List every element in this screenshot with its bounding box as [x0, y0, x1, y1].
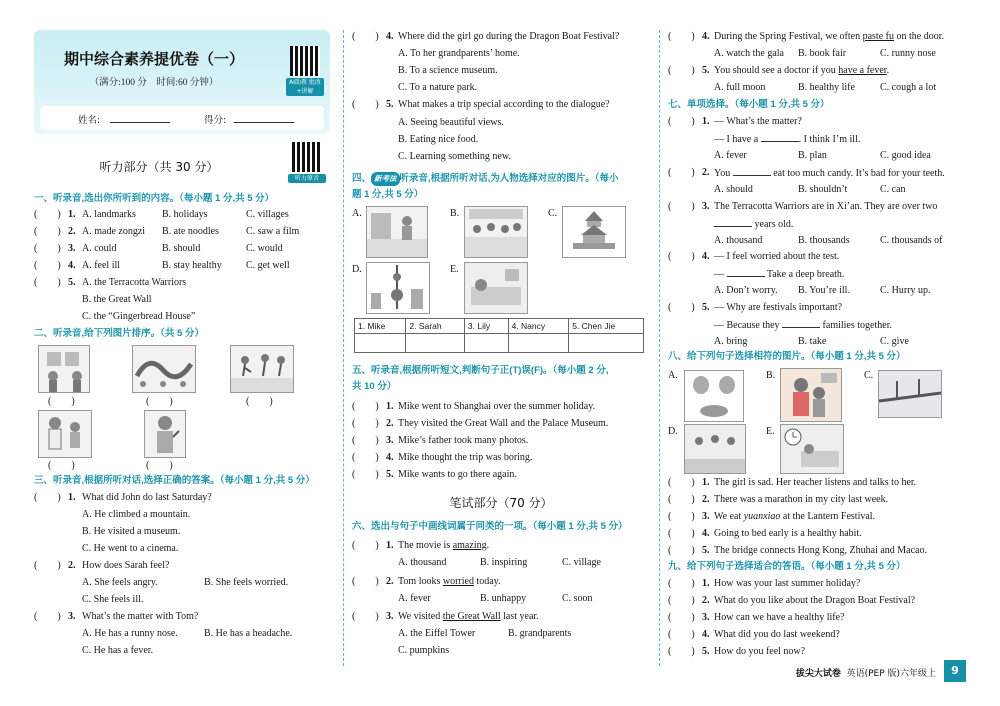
- list-item: ( ) 4. Mike thought the trip was boring.: [352, 452, 533, 463]
- list-item: ( ) 4. Going to bed early is a healthy habit.: [668, 528, 862, 539]
- option: A. thousand: [714, 235, 763, 246]
- option: A. fever: [398, 593, 431, 604]
- section-4-title: 四、 新考法 听录音,根据所听对话,为人物选择对应的图片。（每小: [352, 173, 619, 184]
- section-6-title: 六、选出与句子中画线词属于同类的一项。（每小题 1 分,共 5 分）: [352, 521, 628, 532]
- option: A. thousand: [398, 557, 447, 568]
- option: C. To a nature park.: [398, 82, 478, 93]
- section-2-title: 二、听录音,给下列图片排序。（共 5 分）: [34, 328, 204, 339]
- exam-title: 期中综合素养提优卷（一）: [63, 50, 244, 68]
- list-item: ( ) 5. A. the Terracotta Warriors: [34, 277, 187, 288]
- list-item: ( ) 1. How was your last summer holiday?: [668, 578, 861, 589]
- order-blank[interactable]: ( ): [146, 460, 173, 471]
- picture-girl-in-bed: [464, 262, 528, 314]
- order-blank[interactable]: ( ): [48, 396, 75, 407]
- qr-label: AI助教 批改+讲解: [286, 78, 324, 96]
- answer-cell[interactable]: [569, 334, 644, 353]
- list-item: ( ) 1. A. landmarks B. holidays C. villages: [34, 209, 289, 220]
- footer-brand: 拔尖大试卷: [795, 669, 841, 679]
- list-item: ( ) 2. A. made zongzi B. ate noodles C. saw a film: [34, 226, 300, 237]
- list-item: ( ) 5. The bridge connects Hong Kong, Zhuhai and Macao.: [668, 545, 927, 556]
- answer-blank[interactable]: [727, 267, 765, 277]
- option: A. He climbed a mountain.: [82, 509, 191, 520]
- option: B. book fair: [798, 48, 847, 59]
- section-9-title: 九、给下列句子选择适合的答语。（每小题 1 分,共 5 分）: [668, 561, 906, 572]
- option: A. Seeing beautiful views.: [398, 117, 504, 128]
- footer: [796, 666, 936, 679]
- name-cell: 4. Nancy: [508, 319, 569, 334]
- picture-teacher-girl: [780, 368, 842, 422]
- picture-label: D.: [668, 426, 678, 437]
- option: A. bring: [714, 336, 748, 347]
- option: B. inspiring: [480, 557, 528, 568]
- section-8-title: 八、给下列句子选择相符的图片。（每小题 1 分,共 5 分）: [668, 351, 906, 362]
- option: C. pumpkins: [398, 645, 450, 656]
- section-5-title: 五、听录音,根据所听短文,判断句子正(T)误(F)。（每小题 2 分,: [352, 365, 609, 376]
- picture-label: E.: [450, 264, 459, 275]
- picture-boy-cough: [144, 410, 186, 458]
- question: ( ) 1. — What’s the matter?: [668, 116, 802, 127]
- option: A. To her grandparents’ home.: [398, 48, 520, 59]
- section-7-title: 七、单项选择。（每小题 1 分,共 5 分）: [668, 99, 830, 110]
- option: C. Learning something new.: [398, 151, 511, 162]
- list-item: ( ) 5. How do you feel now?: [668, 646, 806, 657]
- qr-label: 听力原音: [288, 174, 326, 183]
- question: ( ) 2. You eat too much candy. It’s bad for your teeth.: [668, 167, 945, 179]
- answer-blank[interactable]: [782, 318, 820, 328]
- page-number: 9: [944, 660, 966, 682]
- option: C. soon: [562, 593, 593, 604]
- question: ( ) 4. During the Spring Festival, we often paste fu on the door.: [668, 31, 944, 42]
- option: C. thousands of: [880, 235, 943, 246]
- option: B. unhappy: [480, 593, 527, 604]
- option: A. Don’t worry.: [714, 285, 778, 296]
- option: B. plan: [798, 150, 827, 161]
- score-label: 得分:: [204, 115, 227, 126]
- question: ( ) 4. Where did the girl go during the Dragon Boat Festival?: [352, 31, 620, 42]
- option: B. He has a headache.: [204, 628, 293, 639]
- exam-subtitle: （满分:100 分 时间:60 分钟）: [89, 78, 219, 88]
- option: A. He has a runny nose.: [82, 628, 178, 639]
- column-divider: [343, 30, 344, 666]
- question: ( ) 2. Tom looks worried today.: [352, 576, 501, 587]
- question: ( ) 5. What makes a trip special according to the dialogue?: [352, 99, 610, 110]
- list-item: ( ) 2. What do you like about the Dragon Boat Festival?: [668, 595, 916, 606]
- list-item: ( ) 1. Mike went to Shanghai over the summer holiday.: [352, 401, 596, 412]
- picture-sleeping-clock: [780, 424, 844, 474]
- option: B. She feels worried.: [204, 577, 289, 588]
- footer-subject: 英语(PEP 版)六年级上: [846, 669, 936, 679]
- option: A. full moon: [714, 82, 766, 93]
- picture-label: A.: [668, 370, 678, 381]
- option: B. thousands: [798, 235, 850, 246]
- option: B. the Great Wall: [82, 294, 152, 305]
- picture-doctor: [38, 410, 92, 458]
- name-cell: 2. Sarah: [406, 319, 465, 334]
- option: C. good idea: [880, 150, 931, 161]
- column-2: [352, 0, 650, 706]
- answer-cell[interactable]: [355, 334, 406, 353]
- picture-dragon-dance: [132, 345, 196, 393]
- option: C. She feels ill.: [82, 594, 144, 605]
- list-item: ( ) 2. They visited the Great Wall and the Palace Museum.: [352, 418, 609, 429]
- option: A. watch the gala: [714, 48, 784, 59]
- question: ( ) 3. What’s the matter with Tom?: [34, 611, 199, 622]
- picture-label: B.: [766, 370, 776, 381]
- option: B. He visited a museum.: [82, 526, 181, 537]
- name-cell: 1. Mike: [355, 319, 406, 334]
- answer-cell[interactable]: [508, 334, 569, 353]
- name-cell: 3. Lily: [464, 319, 508, 334]
- answer-cell[interactable]: [406, 334, 465, 353]
- name-table: [354, 318, 644, 353]
- picture-label: B.: [450, 208, 460, 219]
- picture-paper-cutting: [38, 345, 90, 393]
- picture-crowd: [464, 206, 528, 258]
- option: B. Eating nice food.: [398, 134, 479, 145]
- option: B. You’re ill.: [798, 285, 850, 296]
- picture-marathon: [684, 424, 746, 474]
- order-blank[interactable]: ( ): [146, 396, 173, 407]
- question: ( ) 1. What did John do last Saturday?: [34, 492, 212, 503]
- question: ( ) 5. You should see a doctor if you have a fever.: [668, 65, 890, 76]
- picture-label: C.: [548, 208, 558, 219]
- option: C. the “Gingerbread House”: [82, 311, 196, 322]
- question: ( ) 3. We visited the Great Wall last year.: [352, 611, 539, 622]
- option: C. He has a fever.: [82, 645, 154, 656]
- section-5-title-cont: 共 10 分）: [352, 381, 397, 392]
- list-item: ( ) 3. A. could B. should C. would: [34, 243, 283, 254]
- option: B. grandparents: [508, 628, 572, 639]
- list-item: ( ) 4. A. feel ill B. stay healthy C. get well: [34, 260, 290, 271]
- column-1: [34, 0, 334, 706]
- new-format-badge: 新考法: [371, 172, 400, 186]
- option: A. fever: [714, 150, 747, 161]
- picture-label: E.: [766, 426, 775, 437]
- option: B. shouldn’t: [798, 184, 848, 195]
- answer-blank[interactable]: [733, 166, 771, 176]
- list-item: ( ) 3. Mike’s father took many photos.: [352, 435, 529, 446]
- option: C. He went to a cinema.: [82, 543, 179, 554]
- picture-label: D.: [352, 264, 362, 275]
- list-item: ( ) 3. How can we have a healthy life?: [668, 612, 845, 623]
- option: C. village: [562, 557, 601, 568]
- column-3: ( ) 4. During the Spring Festival, we often paste fu on the door. A. watch the gala B. book fair C. runny nose ( ) 5. You should see a doctor if you have a fever. A. full moon B. healthy life C. cough a lot 七、单项选择。（每小题 1 分,共 5 分） ( ) 1. — What’s the matter? — I have a . I think I’m ill. A. fever B. plan C. good idea ( ) 2. You eat too much candy. It’s bad for your teeth. A. should B. shouldn’t C. can ( ) 3. The Terracotta Warriors are in Xi’an. They are over two years old. A. thousand B. thousands C. thousands of ( ) 4. — I feel worried about the test. — Take a deep breath. A. Don’t worry. B. You’re ill. C. Hurry up. ( ) 5. — Why are festivals important? — Because they families together. A. bring B. take C. give 八、给下列句子选择相符的图片。（每小题 1 分,共 5 分） A. B. C. D. E. ( ) 1. The girl is sad. Her teacher listens and talks to her. ( ) 2. There was a marathon in my city last week. ( ) 3. We eat yuanxiao at the Lantern Festival. ( ) 4. Going to bed early is a healthy habit. ( ) 5. The bridge connects Hong Kong, Zhuhai and Macao. 九、给下列句子选择适合的答语。（每小题 1 分,共 5 分） ( ) 1. How was your last summer holiday? ( ) 2. What do you like about the Dragon Boat Festival? ( ) 3. How can we have a healthy life? ( ) 4. What did you do last weekend? ( ) 5. How do you feel now?: [668, 0, 966, 706]
- option: C. cough a lot: [880, 82, 937, 93]
- list-item: ( ) 4. What did you do last weekend?: [668, 629, 840, 640]
- option: B. healthy life: [798, 82, 855, 93]
- written-title: 笔试部分（70 分）: [449, 496, 553, 510]
- section-3-title: 三、听录音,根据所听对话,选择正确的答案。（每小题 1 分,共 5 分）: [34, 475, 315, 486]
- name-label: 姓名:: [78, 115, 101, 126]
- question: ( ) 2. How does Sarah feel?: [34, 560, 170, 571]
- option: C. runny nose: [880, 48, 936, 59]
- section-1-title: 一、听录音,选出你所听到的内容。（每小题 1 分,共 5 分）: [34, 193, 275, 204]
- picture-runners: [230, 345, 294, 393]
- option: C. give: [880, 336, 909, 347]
- listening-title: 听力部分（共 30 分）: [99, 160, 219, 174]
- question: ( ) 5. — Why are festivals important?: [668, 302, 843, 313]
- picture-lanterns-yuanxiao: [684, 370, 744, 422]
- order-blank[interactable]: ( ): [246, 396, 273, 407]
- picture-label: A.: [352, 208, 362, 219]
- name-cell: 5. Chen Jie: [569, 319, 644, 334]
- qr-code-icon[interactable]: [292, 142, 322, 172]
- picture-temple-of-heaven: [562, 206, 626, 258]
- list-item: ( ) 1. The girl is sad. Her teacher listens and talks to her.: [668, 477, 917, 488]
- option: A. She feels angry.: [82, 577, 158, 588]
- order-blank[interactable]: ( ): [48, 460, 75, 471]
- answer-blank[interactable]: [761, 132, 799, 142]
- list-item: ( ) 5. Mike wants to go there again.: [352, 469, 517, 480]
- question: ( ) 3. The Terracotta Warriors are in Xi’an. They are over two: [668, 201, 938, 212]
- picture-girl-station: [366, 206, 428, 258]
- option: B. take: [798, 336, 827, 347]
- picture-label: C.: [864, 370, 874, 381]
- list-item: ( ) 2. There was a marathon in my city last week.: [668, 494, 889, 505]
- answer-cell[interactable]: [464, 334, 508, 353]
- option: C. can: [880, 184, 906, 195]
- answer-blank[interactable]: [714, 217, 752, 227]
- question: ( ) 4. — I feel worried about the test.: [668, 251, 840, 262]
- option: C. Hurry up.: [880, 285, 931, 296]
- picture-oriental-pearl-tower: [366, 262, 430, 314]
- column-divider: [659, 30, 660, 666]
- section-4-title-cont: 题 1 分,共 5 分）: [352, 189, 424, 200]
- list-item: ( ) 3. We eat yuanxiao at the Lantern Festival.: [668, 511, 876, 522]
- option: A. should: [714, 184, 753, 195]
- picture-bridge: [878, 370, 942, 418]
- option: A. the Eiffel Tower: [398, 628, 476, 639]
- question: ( ) 1. The movie is amazing.: [352, 540, 490, 551]
- option: B. To a science museum.: [398, 65, 498, 76]
